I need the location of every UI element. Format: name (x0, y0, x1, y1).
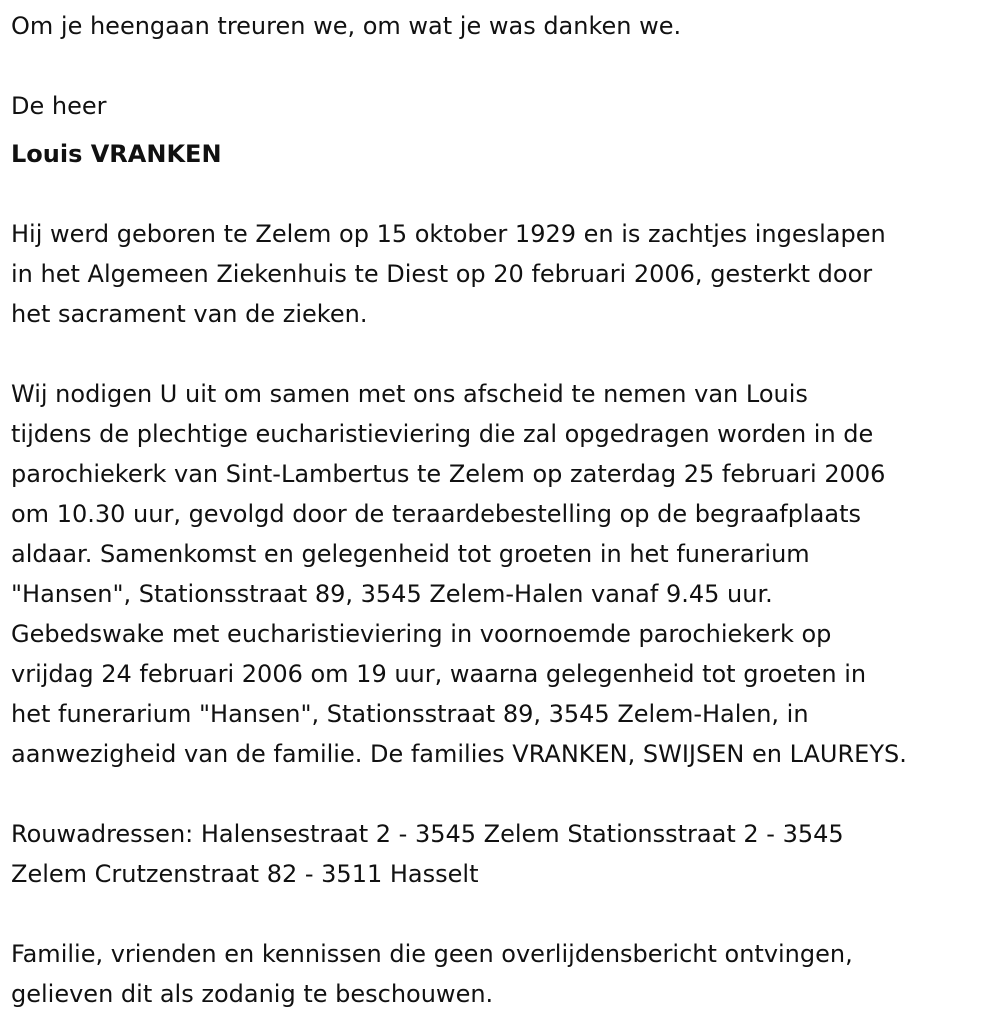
invitation-line: parochiekerk van Sint-Lambertus te Zelem op zaterdag 25 februari 2006 (11, 460, 886, 488)
invitation-line: aldaar. Samenkomst en gelegenheid tot groeten in het funerarium (11, 540, 810, 568)
address-line: Zelem Crutzenstraat 82 - 3511 Hasselt (11, 860, 479, 888)
invitation-line: Gebedswake met eucharistieviering in voornoemde parochiekerk op (11, 620, 832, 648)
invitation-line: tijdens de plechtige eucharistieviering die zal opgedragen worden in de (11, 420, 874, 448)
closing-line: gelieven dit als zodanig te beschouwen. (11, 980, 494, 1008)
invitation-line: "Hansen", Stationsstraat 89, 3545 Zelem-Halen vanaf 9.45 uur. (11, 580, 773, 608)
invitation-line: het funerarium "Hansen", Stationsstraat 89, 3545 Zelem-Halen, in (11, 700, 809, 728)
deceased-name: Louis VRANKEN (11, 140, 222, 168)
birth-line: het sacrament van de zieken. (11, 300, 368, 328)
salutation: De heer (11, 92, 107, 120)
invitation-line: vrijdag 24 februari 2006 om 19 uur, waarna gelegenheid tot groeten in (11, 660, 867, 688)
intro-line: Om je heengaan treuren we, om wat je was danken we. (11, 12, 682, 40)
address-line: Rouwadressen: Halensestraat 2 - 3545 Zelem Stationsstraat 2 - 3545 (11, 820, 844, 848)
birth-line: in het Algemeen Ziekenhuis te Diest op 20 februari 2006, gesterkt door (11, 260, 873, 288)
invitation-line: om 10.30 uur, gevolgd door de teraardebestelling op de begraafplaats (11, 500, 861, 528)
closing-line: Familie, vrienden en kennissen die geen overlijdensbericht ontvingen, (11, 940, 853, 968)
invitation-line: aanwezigheid van de familie. De families VRANKEN, SWIJSEN en LAUREYS. (11, 740, 907, 768)
birth-line: Hij werd geboren te Zelem op 15 oktober 1929 en is zachtjes ingeslapen (11, 220, 886, 248)
invitation-line: Wij nodigen U uit om samen met ons afscheid te nemen van Louis (11, 380, 808, 408)
